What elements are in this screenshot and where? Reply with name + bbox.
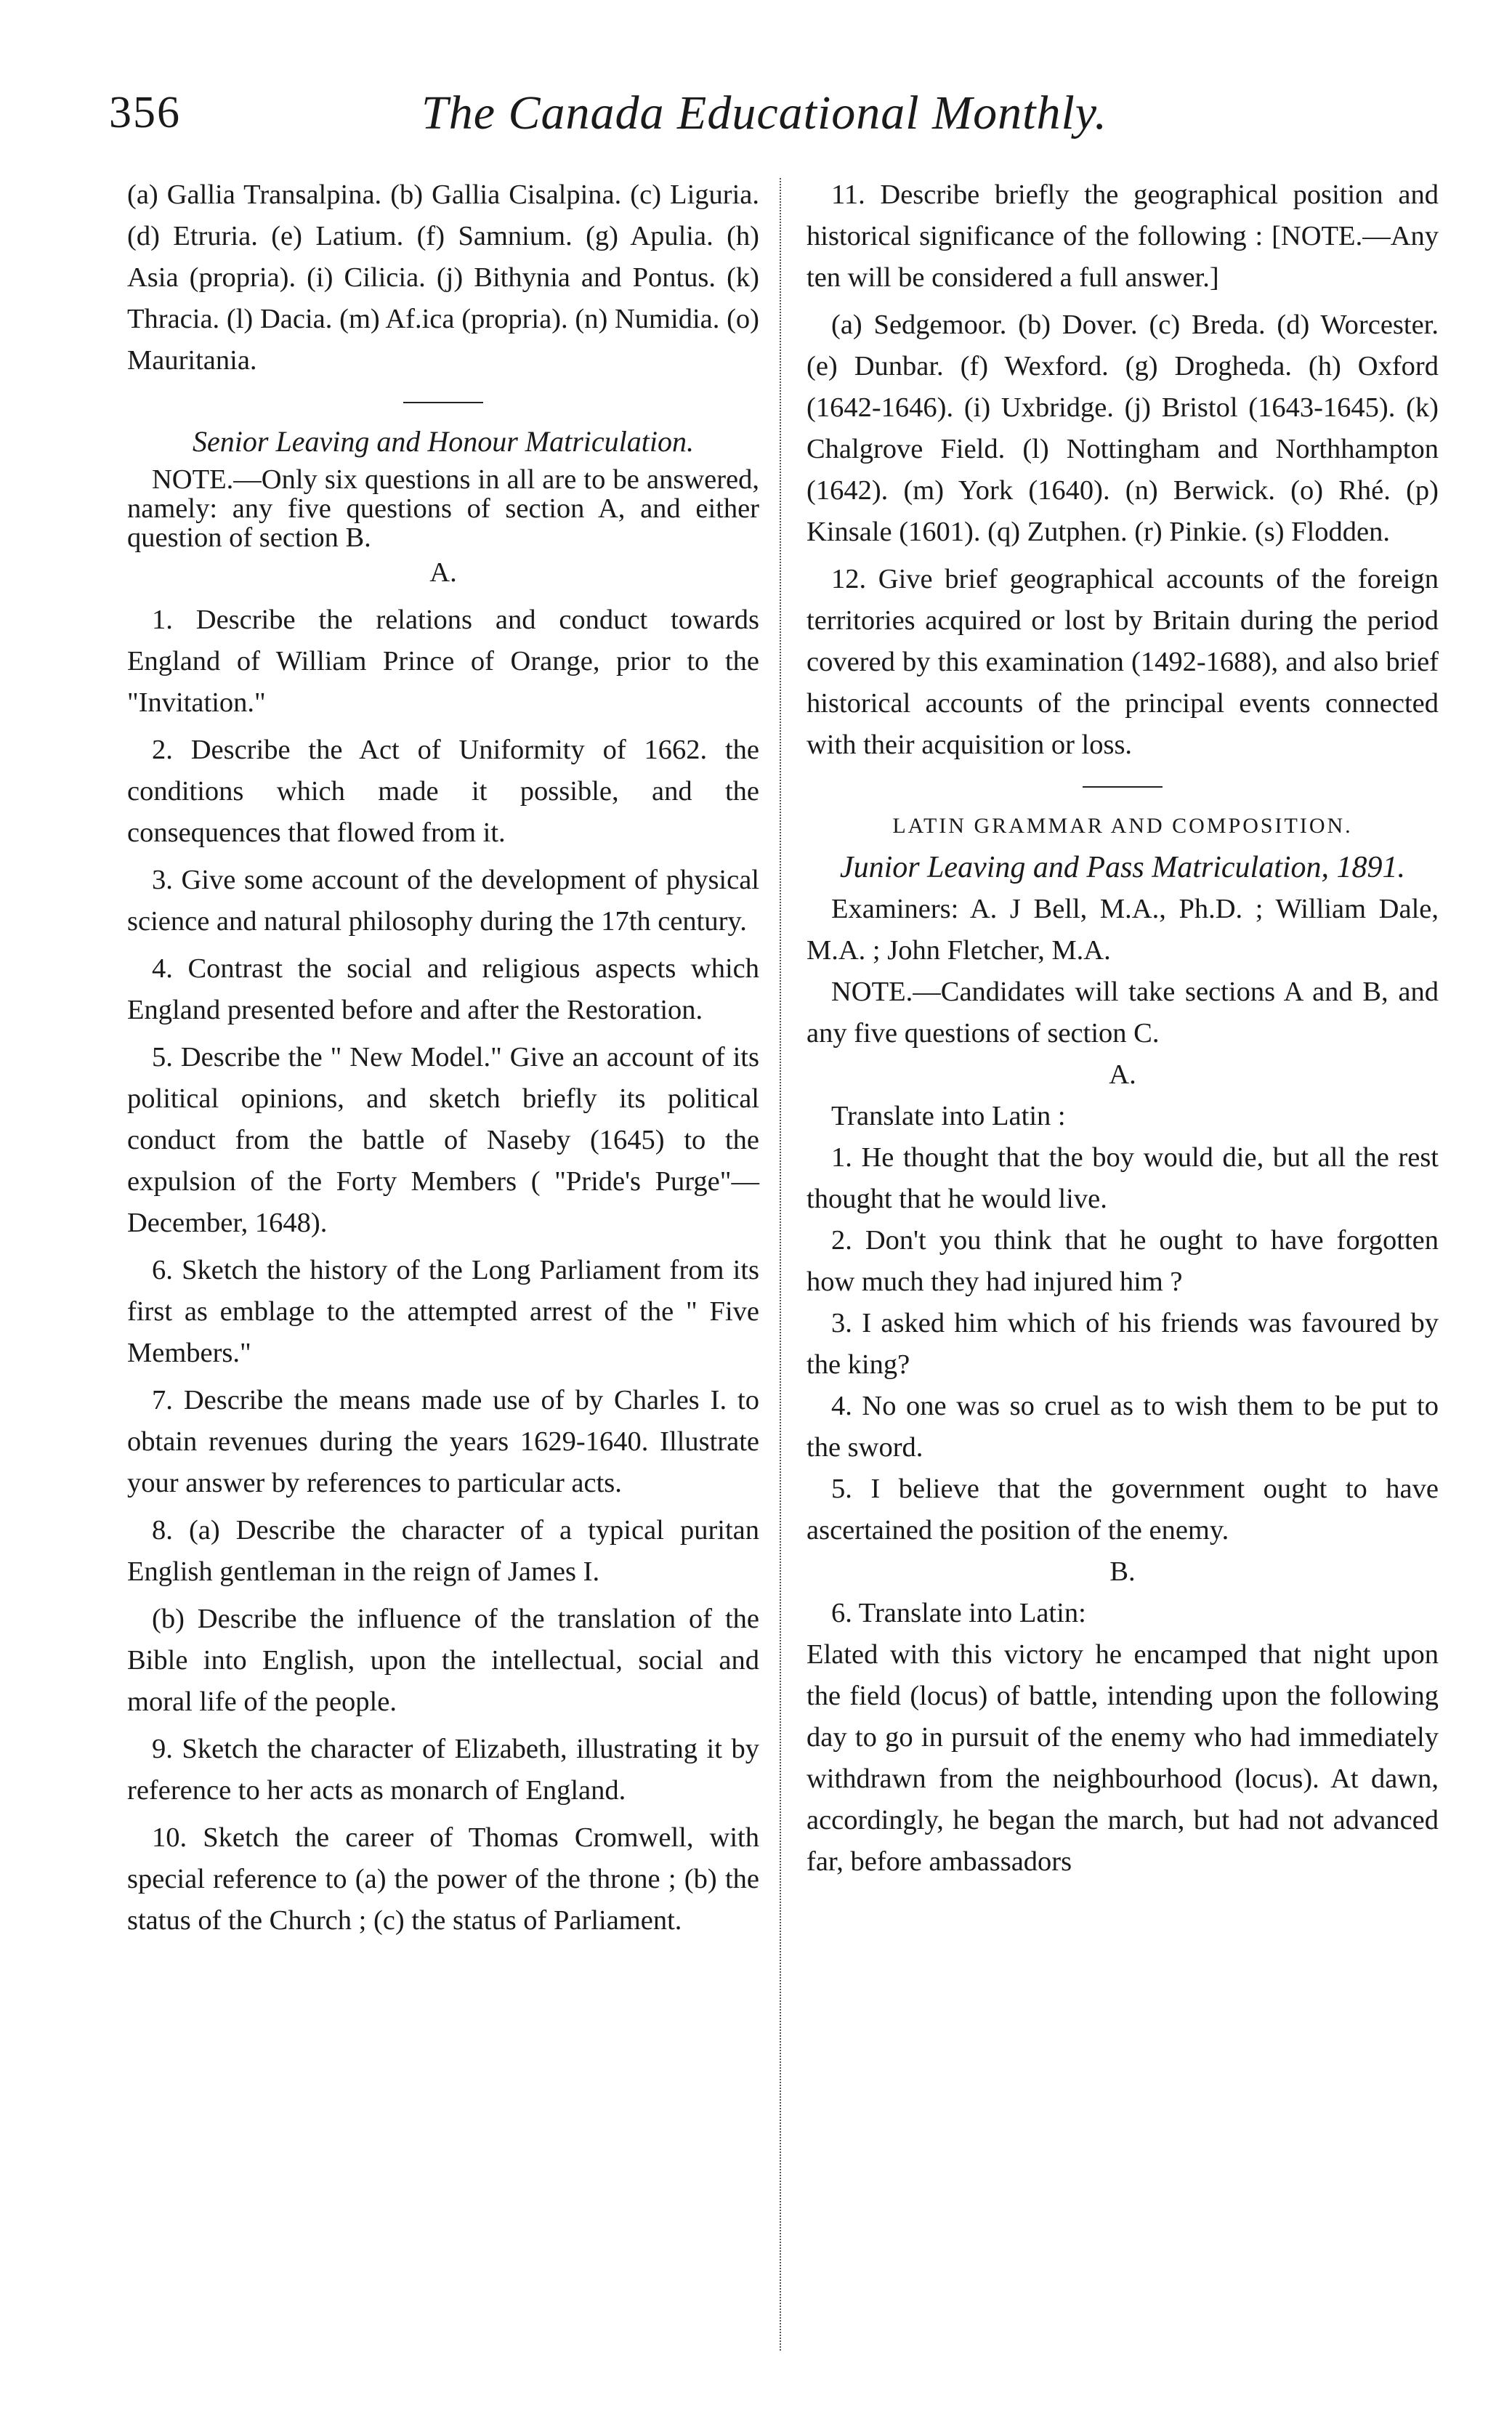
- place-list: (a) Sedgemoor. (b) Dover. (c) Breda. (d) Worcester. (e) Dunbar. (f) Wexford. (g) Drogheda. (h) Oxford (1642-1646). (i) Uxbridge. (j) Bristol (1643-1645). (k) Chalgrove Field. (l) Nottingham and Northhampton (1642). (m) York (1640). (n) Berwick. (o) Rhé. (p) Kinsale (1601). (q) Zutphen. (r) Pinkie. (s) Flodden.: [806, 310, 1439, 547]
- question: (b) Describe the influence of the translation of the Bible into English, upon the intellectual, social and moral life of the people.: [127, 1604, 759, 1717]
- running-title: The Canada Educational Monthly.: [421, 86, 1107, 140]
- left-column: [127, 174, 759, 1942]
- province-list: (a) Gallia Transalpina. (b) Gallia Cisalpina. (c) Liguria. (d) Etruria. (e) Latium. (f) Samnium. (g) Apulia. (h) Asia (propria). (i) Cilicia. (j) Bithynia and Pontus. (k) Thracia. (l) Dacia. (m) Af.ica (propria). (n) Numidia. (o) Mauritania.: [127, 179, 759, 376]
- question: 8. (a) Describe the character of a typical puritan English gentleman in the reign of James I.: [127, 1515, 759, 1587]
- latin-heading: LATIN GRAMMAR AND COMPOSITION.: [892, 814, 1353, 838]
- sentence: 3. I asked him which of his friends was favoured by the king?: [806, 1308, 1439, 1380]
- section-label: B.: [1109, 1556, 1136, 1587]
- latin-subheading: Junior Leaving and Pass Matriculation, 1891.: [839, 851, 1406, 884]
- question: 3. Give some account of the development of physical science and natural philosophy during the 17th century.: [127, 865, 759, 937]
- question: 10. Sketch the career of Thomas Cromwell, with special reference to (a) the power of the throne ; (b) the status of the Church ; (c) the status of Parliament.: [127, 1822, 759, 1936]
- question: 1. Describe the relations and conduct towards England of William Prince of Orange, prior to the "Invitation.": [127, 605, 759, 718]
- page-number: 356: [109, 88, 181, 137]
- examiners-line: Examiners: A. J Bell, M.A., Ph.D. ; William Dale, M.A. ; John Fletcher, M.A.: [806, 894, 1439, 966]
- instructions-note: NOTE.—Only six questions in all are to be answered, namely: any five questions of section A, and either question of section B.: [127, 464, 759, 553]
- sentence: 2. Don't you think that he ought to have forgotten how much they had injured him ?: [806, 1225, 1439, 1297]
- translate-intro: 6. Translate into Latin:: [831, 1598, 1086, 1628]
- question: 6. Sketch the history of the Long Parliament from its first as emblage to the attempted arrest of the " Five Members.": [127, 1255, 759, 1368]
- question: 12. Give brief geographical accounts of the foreign territories acquired or lost by Britain during the period covered by this examination (1492-1688), and also brief historical accounts of the principal events connected with their acquisition or loss.: [806, 564, 1439, 760]
- column-divider: [780, 178, 781, 2351]
- question: 9. Sketch the character of Elizabeth, illustrating it by reference to her acts as monarch of England.: [127, 1734, 759, 1806]
- right-column: [806, 174, 1439, 1883]
- question: 4. Contrast the social and religious aspects which England presented before and after the Restoration.: [127, 953, 759, 1025]
- sentence: 1. He thought that the boy would die, but all the rest thought that he would live.: [806, 1142, 1439, 1214]
- question: 11. Describe briefly the geographical position and historical significance of the following : [NOTE.—Any ten will be considered a full answer.]: [806, 179, 1439, 293]
- question: 2. Describe the Act of Uniformity of 1662. the conditions which made it possible, and the consequences that flowed from it.: [127, 735, 759, 848]
- section-heading: Senior Leaving and Honour Matriculation.: [193, 425, 694, 458]
- sentence: 5. I believe that the government ought to have ascertained the position of the enemy.: [806, 1474, 1439, 1546]
- translation-passage: Elated with this victory he encamped that night upon the field (locus) of battle, intending upon the following day to go in pursuit of the enemy who had immediately withdrawn from the neighbourhood (locus). At dawn, accordingly, he began the march, but had not advanced far, before ambassadors: [806, 1639, 1439, 1877]
- sentence: 4. No one was so cruel as to wish them to be put to the sword.: [806, 1391, 1439, 1463]
- translate-intro: Translate into Latin :: [831, 1101, 1066, 1131]
- section-label: A.: [1109, 1059, 1136, 1090]
- instructions-note: NOTE.—Candidates will take sections A and B, and any five questions of section C.: [806, 977, 1439, 1049]
- section-separator: [1083, 786, 1163, 788]
- question: 5. Describe the " New Model." Give an account of its political opinions, and sketch briefly its political conduct from the battle of Naseby (1645) to the expulsion of the Forty Members ( "Pride's Purge"—December, 1648).: [127, 1042, 759, 1238]
- question: 7. Describe the means made use of by Charles I. to obtain revenues during the years 1629-1640. Illustrate your answer by references to particular acts.: [127, 1385, 759, 1498]
- section-separator: [403, 402, 483, 403]
- section-label: A.: [429, 557, 457, 588]
